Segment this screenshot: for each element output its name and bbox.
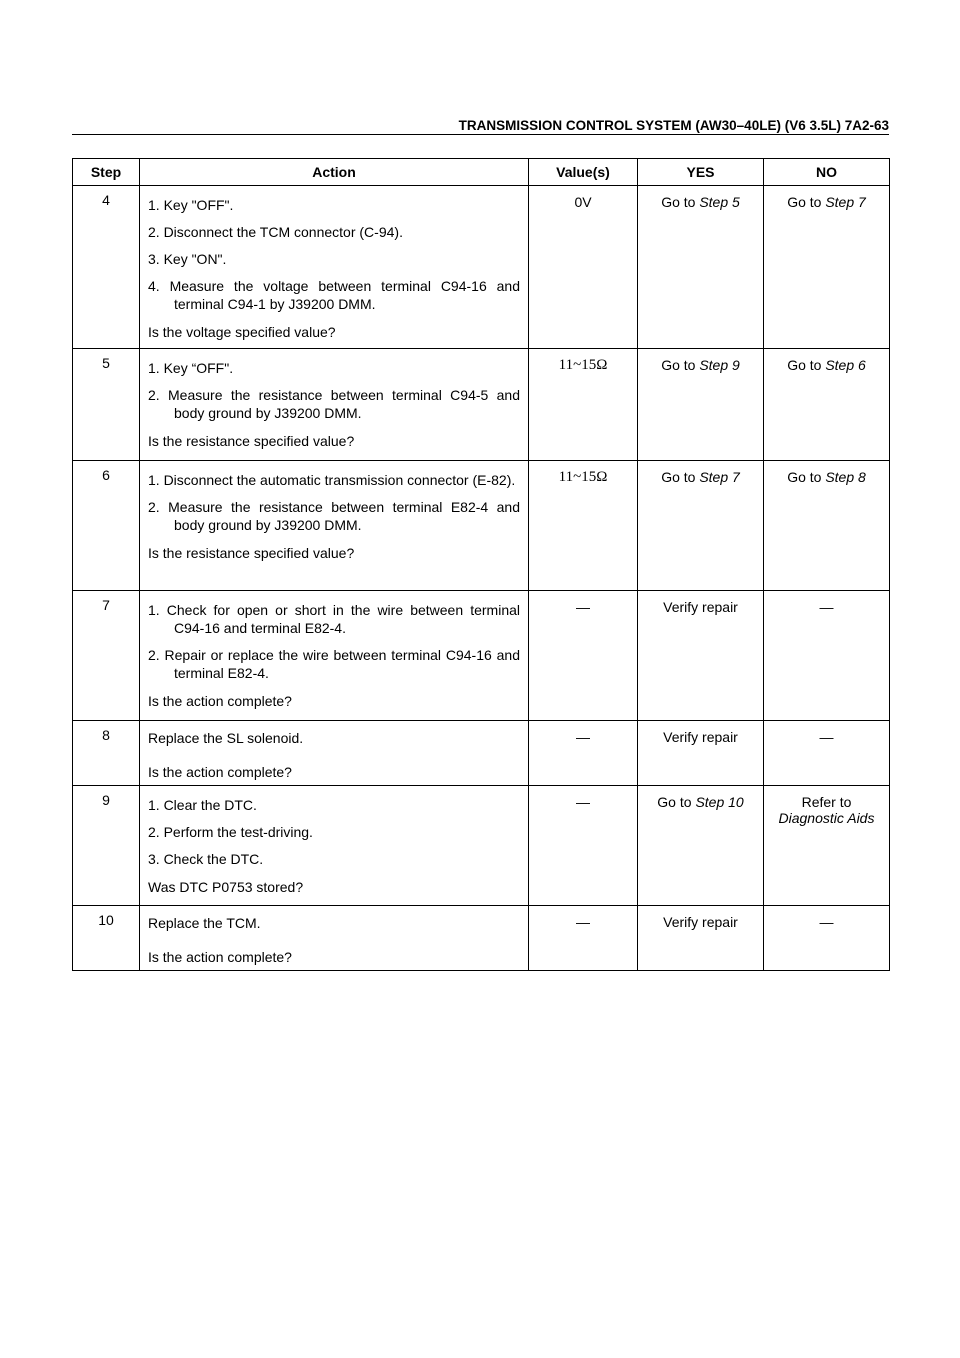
action-item: 2. Perform the test-driving.	[148, 824, 313, 840]
table-row	[73, 906, 890, 971]
step-number: 9	[73, 786, 140, 906]
no-prefix: —	[819, 914, 834, 930]
column-header-yes: YES	[638, 159, 764, 186]
no-prefix: Refer to	[801, 794, 852, 810]
step-number: 6	[73, 461, 140, 591]
action-item: 3. Key "ON".	[148, 251, 227, 267]
no-step-ref: Step 7	[825, 194, 866, 210]
no-prefix: —	[819, 599, 834, 615]
action-question: Is the action complete?	[148, 693, 292, 709]
no-cell	[764, 591, 890, 721]
header-rule	[72, 134, 889, 135]
action-item: 2. Measure the resistance between terminal C94-5 and body ground by J39200 DMM.	[148, 387, 520, 421]
column-header-values: Value(s)	[529, 159, 638, 186]
action-item: 3. Check the DTC.	[148, 851, 264, 867]
action-item: 2. Disconnect the TCM connector (C-94).	[148, 224, 403, 240]
yes-cell	[638, 906, 764, 971]
table-row	[73, 186, 890, 349]
no-prefix: Go to	[787, 469, 822, 485]
no-step-ref: Step 6	[825, 357, 866, 373]
table-row	[73, 591, 890, 721]
table-row	[73, 786, 890, 906]
value-cell: 11~15Ω	[529, 349, 638, 461]
step-number: 7	[73, 591, 140, 721]
no-diagnostic-aids-ref: Diagnostic Aids	[778, 810, 875, 826]
action-item: 1. Disconnect the automatic transmission connector (E-82).	[148, 472, 516, 488]
action-item: 1. Key “OFF".	[148, 360, 234, 376]
column-header-no: NO	[764, 159, 890, 186]
action-cell	[140, 349, 529, 461]
value-cell: 11~15Ω	[529, 461, 638, 591]
no-cell	[764, 349, 890, 461]
step-number: 8	[73, 721, 140, 786]
yes-prefix: Verify repair	[663, 914, 738, 930]
value-cell: 0V	[529, 186, 638, 349]
action-item: 2. Measure the resistance between terminal E82-4 and body ground by J39200 DMM.	[148, 499, 520, 533]
yes-step-ref: Step 9	[699, 357, 740, 373]
yes-prefix: Verify repair	[663, 729, 738, 745]
no-cell	[764, 461, 890, 591]
action-question: Was DTC P0753 stored?	[148, 879, 304, 895]
table-row	[73, 461, 890, 591]
action-cell	[140, 461, 529, 591]
no-prefix: —	[819, 729, 834, 745]
yes-cell	[638, 186, 764, 349]
page-header-title: TRANSMISSION CONTROL SYSTEM (AW30–40LE) (V6 3.5L) 7A2-63	[458, 118, 889, 133]
action-question: Is the action complete?	[148, 764, 292, 780]
no-prefix: Go to	[787, 357, 822, 373]
no-cell	[764, 186, 890, 349]
action-text: Replace the SL solenoid.	[148, 730, 304, 746]
value-cell: —	[529, 721, 638, 786]
action-cell	[140, 906, 529, 971]
yes-cell	[638, 461, 764, 591]
action-item: 1. Check for open or short in the wire between terminal C94-16 and terminal E82-4.	[148, 602, 520, 636]
action-text: Replace the TCM.	[148, 915, 261, 931]
yes-prefix: Go to	[661, 357, 696, 373]
no-cell	[764, 721, 890, 786]
yes-step-ref: Step 10	[695, 794, 744, 810]
table-row	[73, 721, 890, 786]
step-number: 4	[73, 186, 140, 349]
action-item: 1. Clear the DTC.	[148, 797, 257, 813]
action-cell	[140, 591, 529, 721]
value-cell: —	[529, 786, 638, 906]
step-number: 10	[73, 906, 140, 971]
action-item: 1. Key "OFF".	[148, 197, 234, 213]
action-cell	[140, 186, 529, 349]
table-header-row	[73, 159, 890, 186]
no-step-ref: Step 8	[825, 469, 866, 485]
column-header-step: Step	[73, 159, 140, 186]
action-question: Is the resistance specified value?	[148, 433, 355, 449]
step-number: 5	[73, 349, 140, 461]
action-item: 2. Repair or replace the wire between terminal C94-16 and terminal E82-4.	[148, 647, 520, 681]
yes-prefix: Go to	[657, 794, 692, 810]
diagnostic-table	[72, 158, 890, 971]
no-cell	[764, 786, 890, 906]
yes-step-ref: Step 7	[699, 469, 740, 485]
action-item: 4. Measure the voltage between terminal C94-16 and terminal C94-1 by J39200 DMM.	[148, 278, 520, 312]
column-header-action: Action	[140, 159, 529, 186]
yes-cell	[638, 786, 764, 906]
value-cell: —	[529, 906, 638, 971]
no-cell	[764, 906, 890, 971]
table-row	[73, 349, 890, 461]
yes-prefix: Verify repair	[663, 599, 738, 615]
yes-cell	[638, 349, 764, 461]
action-question: Is the resistance specified value?	[148, 545, 355, 561]
yes-cell	[638, 721, 764, 786]
no-prefix: Go to	[787, 194, 822, 210]
yes-cell	[638, 591, 764, 721]
action-cell	[140, 721, 529, 786]
yes-prefix: Go to	[661, 469, 696, 485]
value-cell: —	[529, 591, 638, 721]
yes-prefix: Go to	[661, 194, 696, 210]
action-cell	[140, 786, 529, 906]
action-question: Is the voltage specified value?	[148, 324, 336, 340]
action-question: Is the action complete?	[148, 949, 292, 965]
yes-step-ref: Step 5	[699, 194, 740, 210]
